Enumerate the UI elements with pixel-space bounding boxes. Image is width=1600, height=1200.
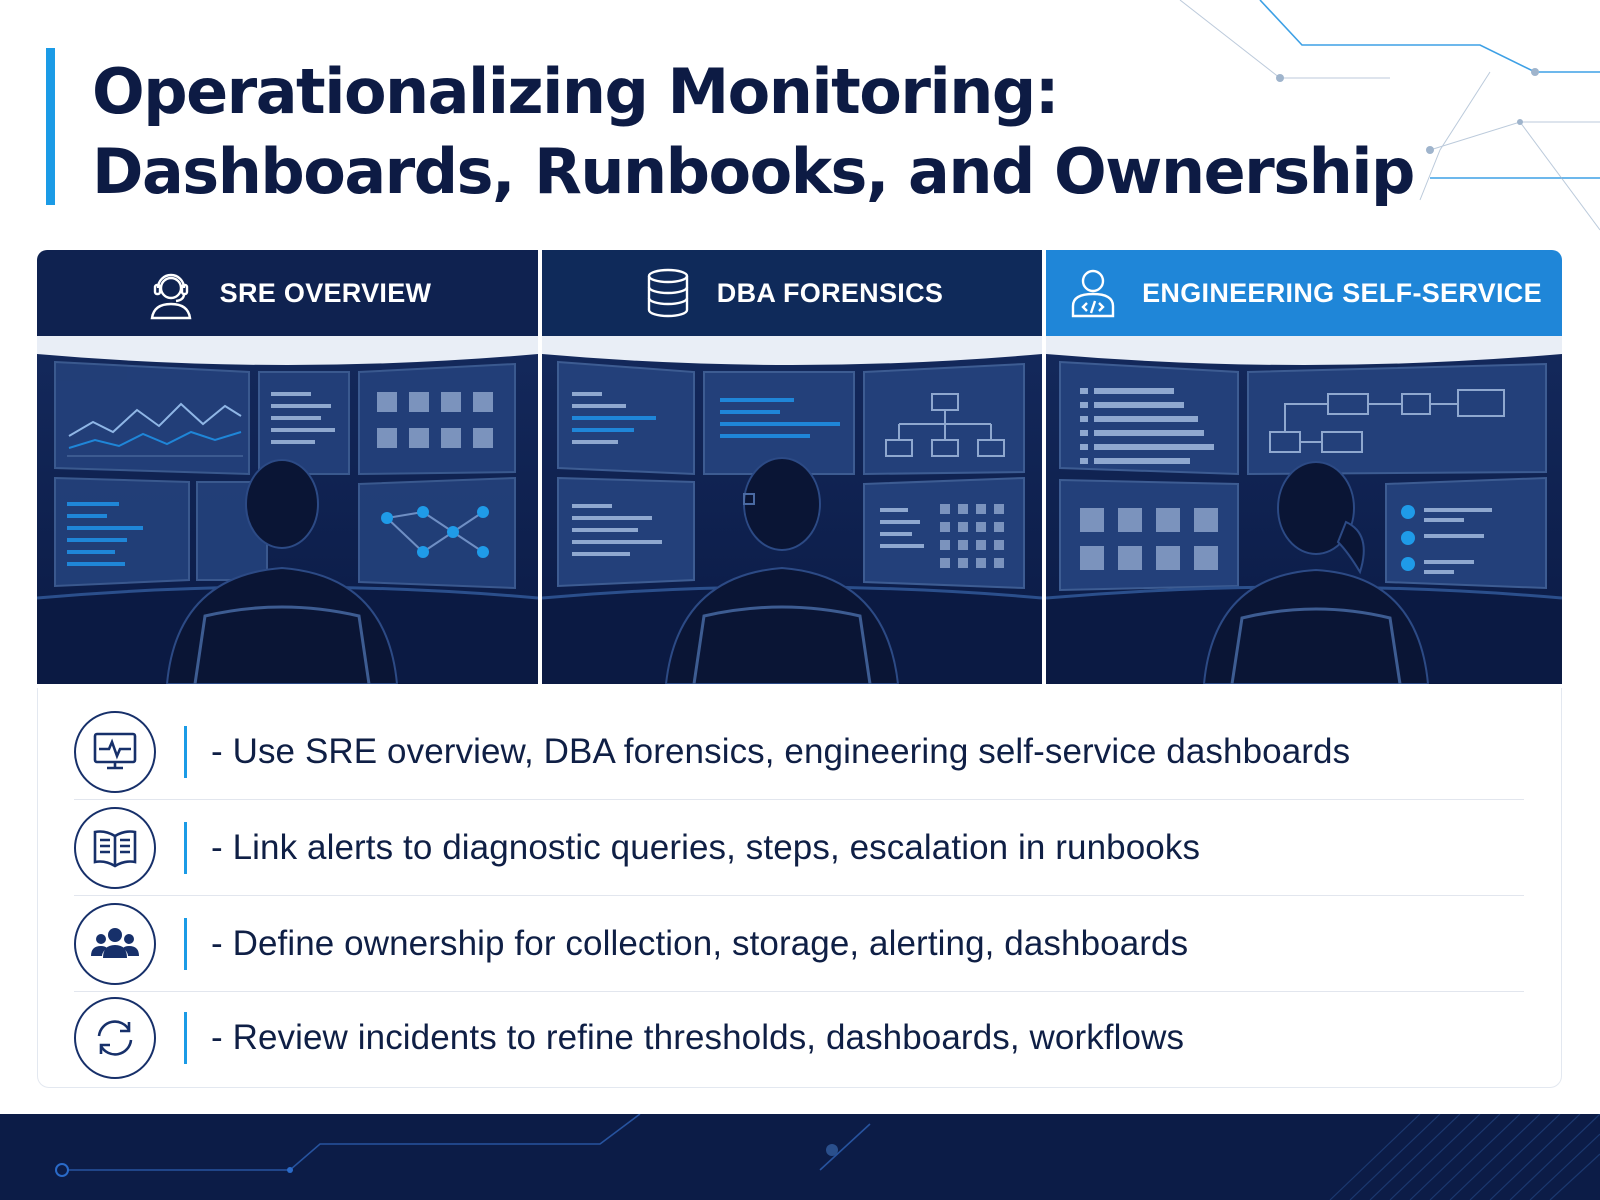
bullet-text: - Review incidents to refine thresholds, dashboards, workflows xyxy=(211,1018,1185,1057)
panel-label-dba: DBA FORENSICS xyxy=(716,277,944,308)
panel-label-sre: SRE OVERVIEW xyxy=(219,277,432,308)
page-title xyxy=(92,52,1414,212)
bullet-separator xyxy=(184,918,187,970)
key-points-list xyxy=(37,688,1562,1088)
bullet-separator xyxy=(184,726,187,778)
list-item xyxy=(74,896,1524,992)
list-item xyxy=(74,704,1524,800)
title-line-2: Dashboards, Runbooks, and Ownership xyxy=(92,135,1414,208)
title-line-1: Operationalizing Monitoring: xyxy=(92,55,1059,128)
bullet-separator xyxy=(184,1012,187,1064)
database-icon xyxy=(641,266,695,320)
engineering-control-room-scene xyxy=(1046,336,1562,684)
bullet-text: - Define ownership for collection, storage, alerting, dashboards xyxy=(211,923,1189,963)
refresh-cycle-icon xyxy=(74,997,156,1079)
panel-header-engineering xyxy=(1046,250,1562,336)
developer-user-icon xyxy=(1066,266,1120,320)
monitor-heartbeat-icon xyxy=(74,711,156,793)
dba-control-room-scene xyxy=(542,336,1042,684)
open-book-icon xyxy=(74,807,156,889)
panel-engineering-self-service xyxy=(1046,250,1562,684)
list-item xyxy=(74,800,1524,896)
panel-dba-forensics xyxy=(542,250,1042,684)
sre-control-room-scene xyxy=(37,336,538,684)
title-accent-bar xyxy=(46,48,55,205)
bullet-separator xyxy=(184,822,187,874)
bullet-text: - Link alerts to diagnostic queries, steps, escalation in runbooks xyxy=(211,827,1201,867)
panel-label-engineering: ENGINEERING SELF-SERVICE xyxy=(1142,277,1542,308)
footer-band xyxy=(0,1114,1600,1200)
panel-header-sre xyxy=(37,250,538,336)
panel-header-dba xyxy=(542,250,1042,336)
bullet-text: - Use SRE overview, DBA forensics, engineering self-service dashboards xyxy=(211,731,1351,771)
footer-circuit-decoration xyxy=(0,1114,1600,1200)
dashboard-panels xyxy=(37,250,1562,684)
panel-sre-overview xyxy=(37,250,538,684)
team-icon xyxy=(74,903,156,985)
headset-user-icon xyxy=(144,266,198,320)
list-item xyxy=(74,990,1524,1086)
